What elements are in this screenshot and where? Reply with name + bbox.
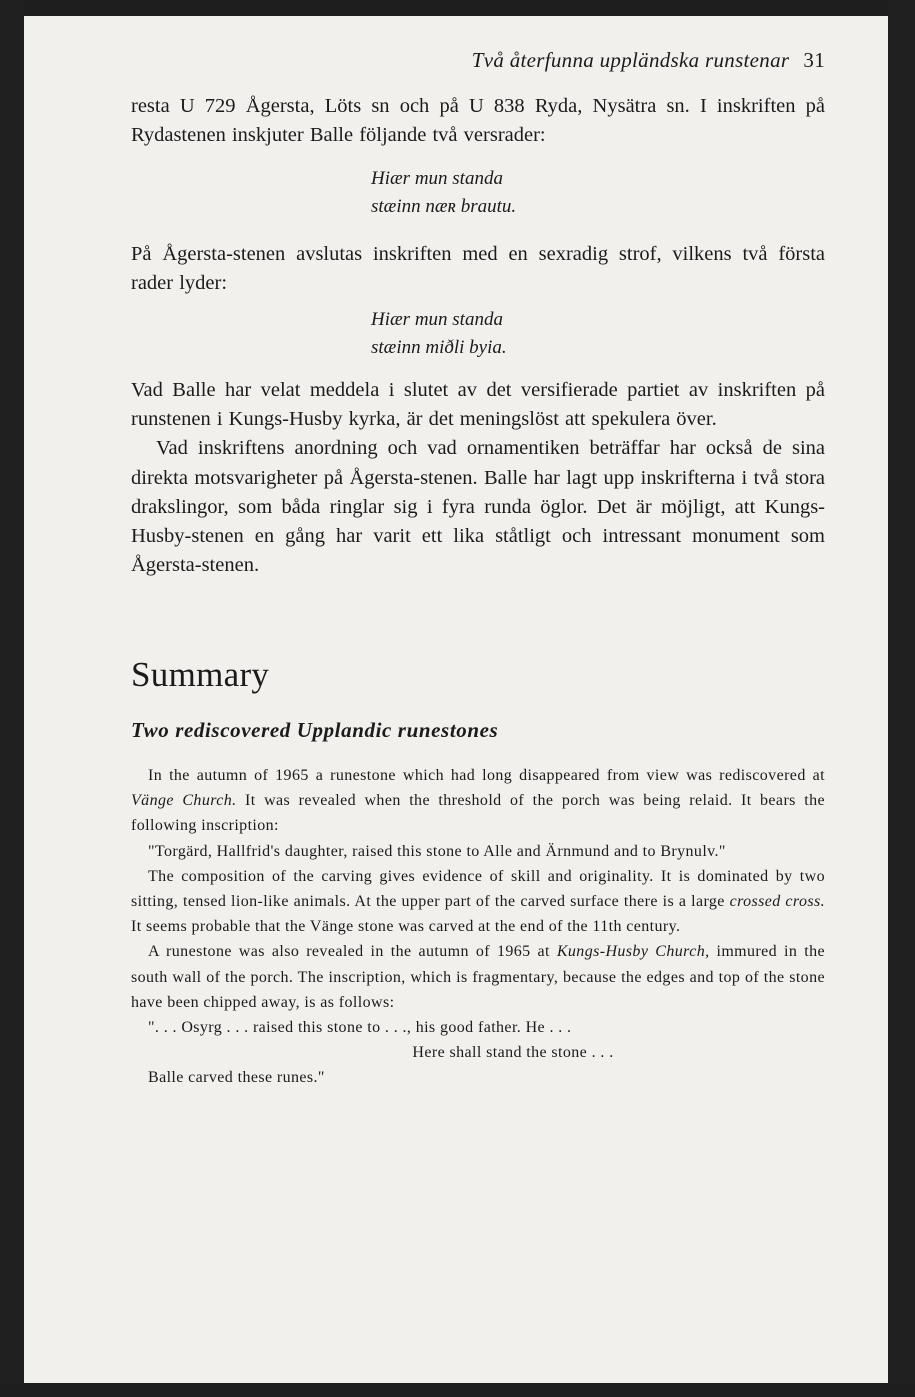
paragraph-3 bbox=[131, 376, 825, 580]
summary-p4-part-b: immured in the south wall of the porch. The inscription, which is fragmentary, because the edges and top of the stone have been chipped away, is as follows: bbox=[131, 943, 825, 1011]
summary-p3-part-a: The composition of the carving gives evidence of skill and originality. It is dominated by two sitting, tensed lion-like animals. At the upper part of the carved surface there is a large bbox=[131, 867, 825, 911]
summary-p3-part-b: It seems probable that the Vänge stone was carved at the end of the 11th century. bbox=[131, 918, 681, 936]
summary-paragraph-3 bbox=[131, 864, 825, 940]
paragraph-2 bbox=[131, 240, 825, 298]
scan-border-right bbox=[888, 0, 915, 1397]
running-header bbox=[131, 48, 825, 73]
summary-paragraph-2: "Torgärd, Hallfrid's daughter, raised this stone to Alle and Ärnmund and to Brynulv." bbox=[148, 842, 726, 860]
scan-border-left bbox=[0, 0, 24, 1397]
verse-2-line-2: stæinn miðli byia. bbox=[371, 337, 507, 358]
verse-2-line-1: Hiær mun standa bbox=[371, 309, 503, 330]
summary-p1-part-b: It was revealed when the threshold of the porch was being relaid. It bears the following inscription: bbox=[131, 792, 826, 835]
paragraph-1-text: resta U 729 Ågersta, Löts sn och på U 838 Ryda, Nysätra sn. I inskriften på Rydastenen inskjuter Balle följande två versrader: bbox=[131, 95, 825, 147]
kungs-husby-church-emphasis: Kungs-Husby Church, bbox=[556, 943, 710, 961]
verse-1-line-2: stæinn næʀ brautu. bbox=[371, 196, 517, 217]
page-number: 31 bbox=[803, 48, 825, 72]
summary-p1-part-a: In the autumn of 1965 a runestone which had long disappeared from view was rediscovered at bbox=[148, 767, 825, 784]
scan-border-bottom bbox=[0, 1383, 915, 1397]
inscription-quote-line-2: Here shall stand the stone . . . bbox=[412, 1044, 614, 1062]
crossed-cross-emphasis: crossed cross. bbox=[729, 893, 826, 911]
summary-subtitle: Two rediscovered Upplandic runestones bbox=[131, 718, 499, 742]
paragraph-2-text: På Ågersta-stenen avslutas inskriften med en sexradig strof, vilkens två första rader lyder: bbox=[131, 243, 825, 295]
verse-1 bbox=[371, 165, 516, 221]
inscription-quote-line-3: Balle carved these runes." bbox=[148, 1069, 325, 1087]
vange-church-emphasis: Vänge Church. bbox=[131, 792, 237, 810]
page-surface bbox=[24, 16, 888, 1383]
verse-2 bbox=[371, 306, 507, 362]
running-title: Två återfunna uppländska runstenar bbox=[471, 48, 790, 72]
paragraph-1 bbox=[131, 92, 825, 150]
summary-paragraph-4 bbox=[131, 939, 825, 1015]
verse-1-line-1: Hiær mun standa bbox=[371, 168, 503, 189]
summary-paragraph-1 bbox=[131, 763, 825, 839]
scan-border-top bbox=[0, 0, 915, 16]
summary-body bbox=[131, 763, 825, 1091]
summary-p4-part-a: A runestone was also revealed in the autumn of 1965 at bbox=[148, 943, 557, 961]
paragraph-3-text: Vad Balle har velat meddela i slutet av det versifierade partiet av inskriften på runstenen i Kungs-Husby kyrka, är det meningslöst att spekulera över. bbox=[131, 379, 825, 431]
paragraph-4-text: Vad inskriftens anordning och vad ornamentiken beträffar har också de sina direkta motsvarigheter på Ågersta-stenen. Balle har lagt upp inskrifterna i två stora drakslingor, som båda ringlar sig i fyra runda öglor. Det är möjligt, att Kungs-Husby-stenen en gång har varit ett lika ståtligt och intressant monument som Ågersta-stenen. bbox=[131, 437, 825, 577]
inscription-quote-line-1: ". . . Osyrg . . . raised this stone to . . ., his good father. He . . . bbox=[148, 1019, 572, 1037]
summary-heading: Summary bbox=[131, 655, 270, 694]
